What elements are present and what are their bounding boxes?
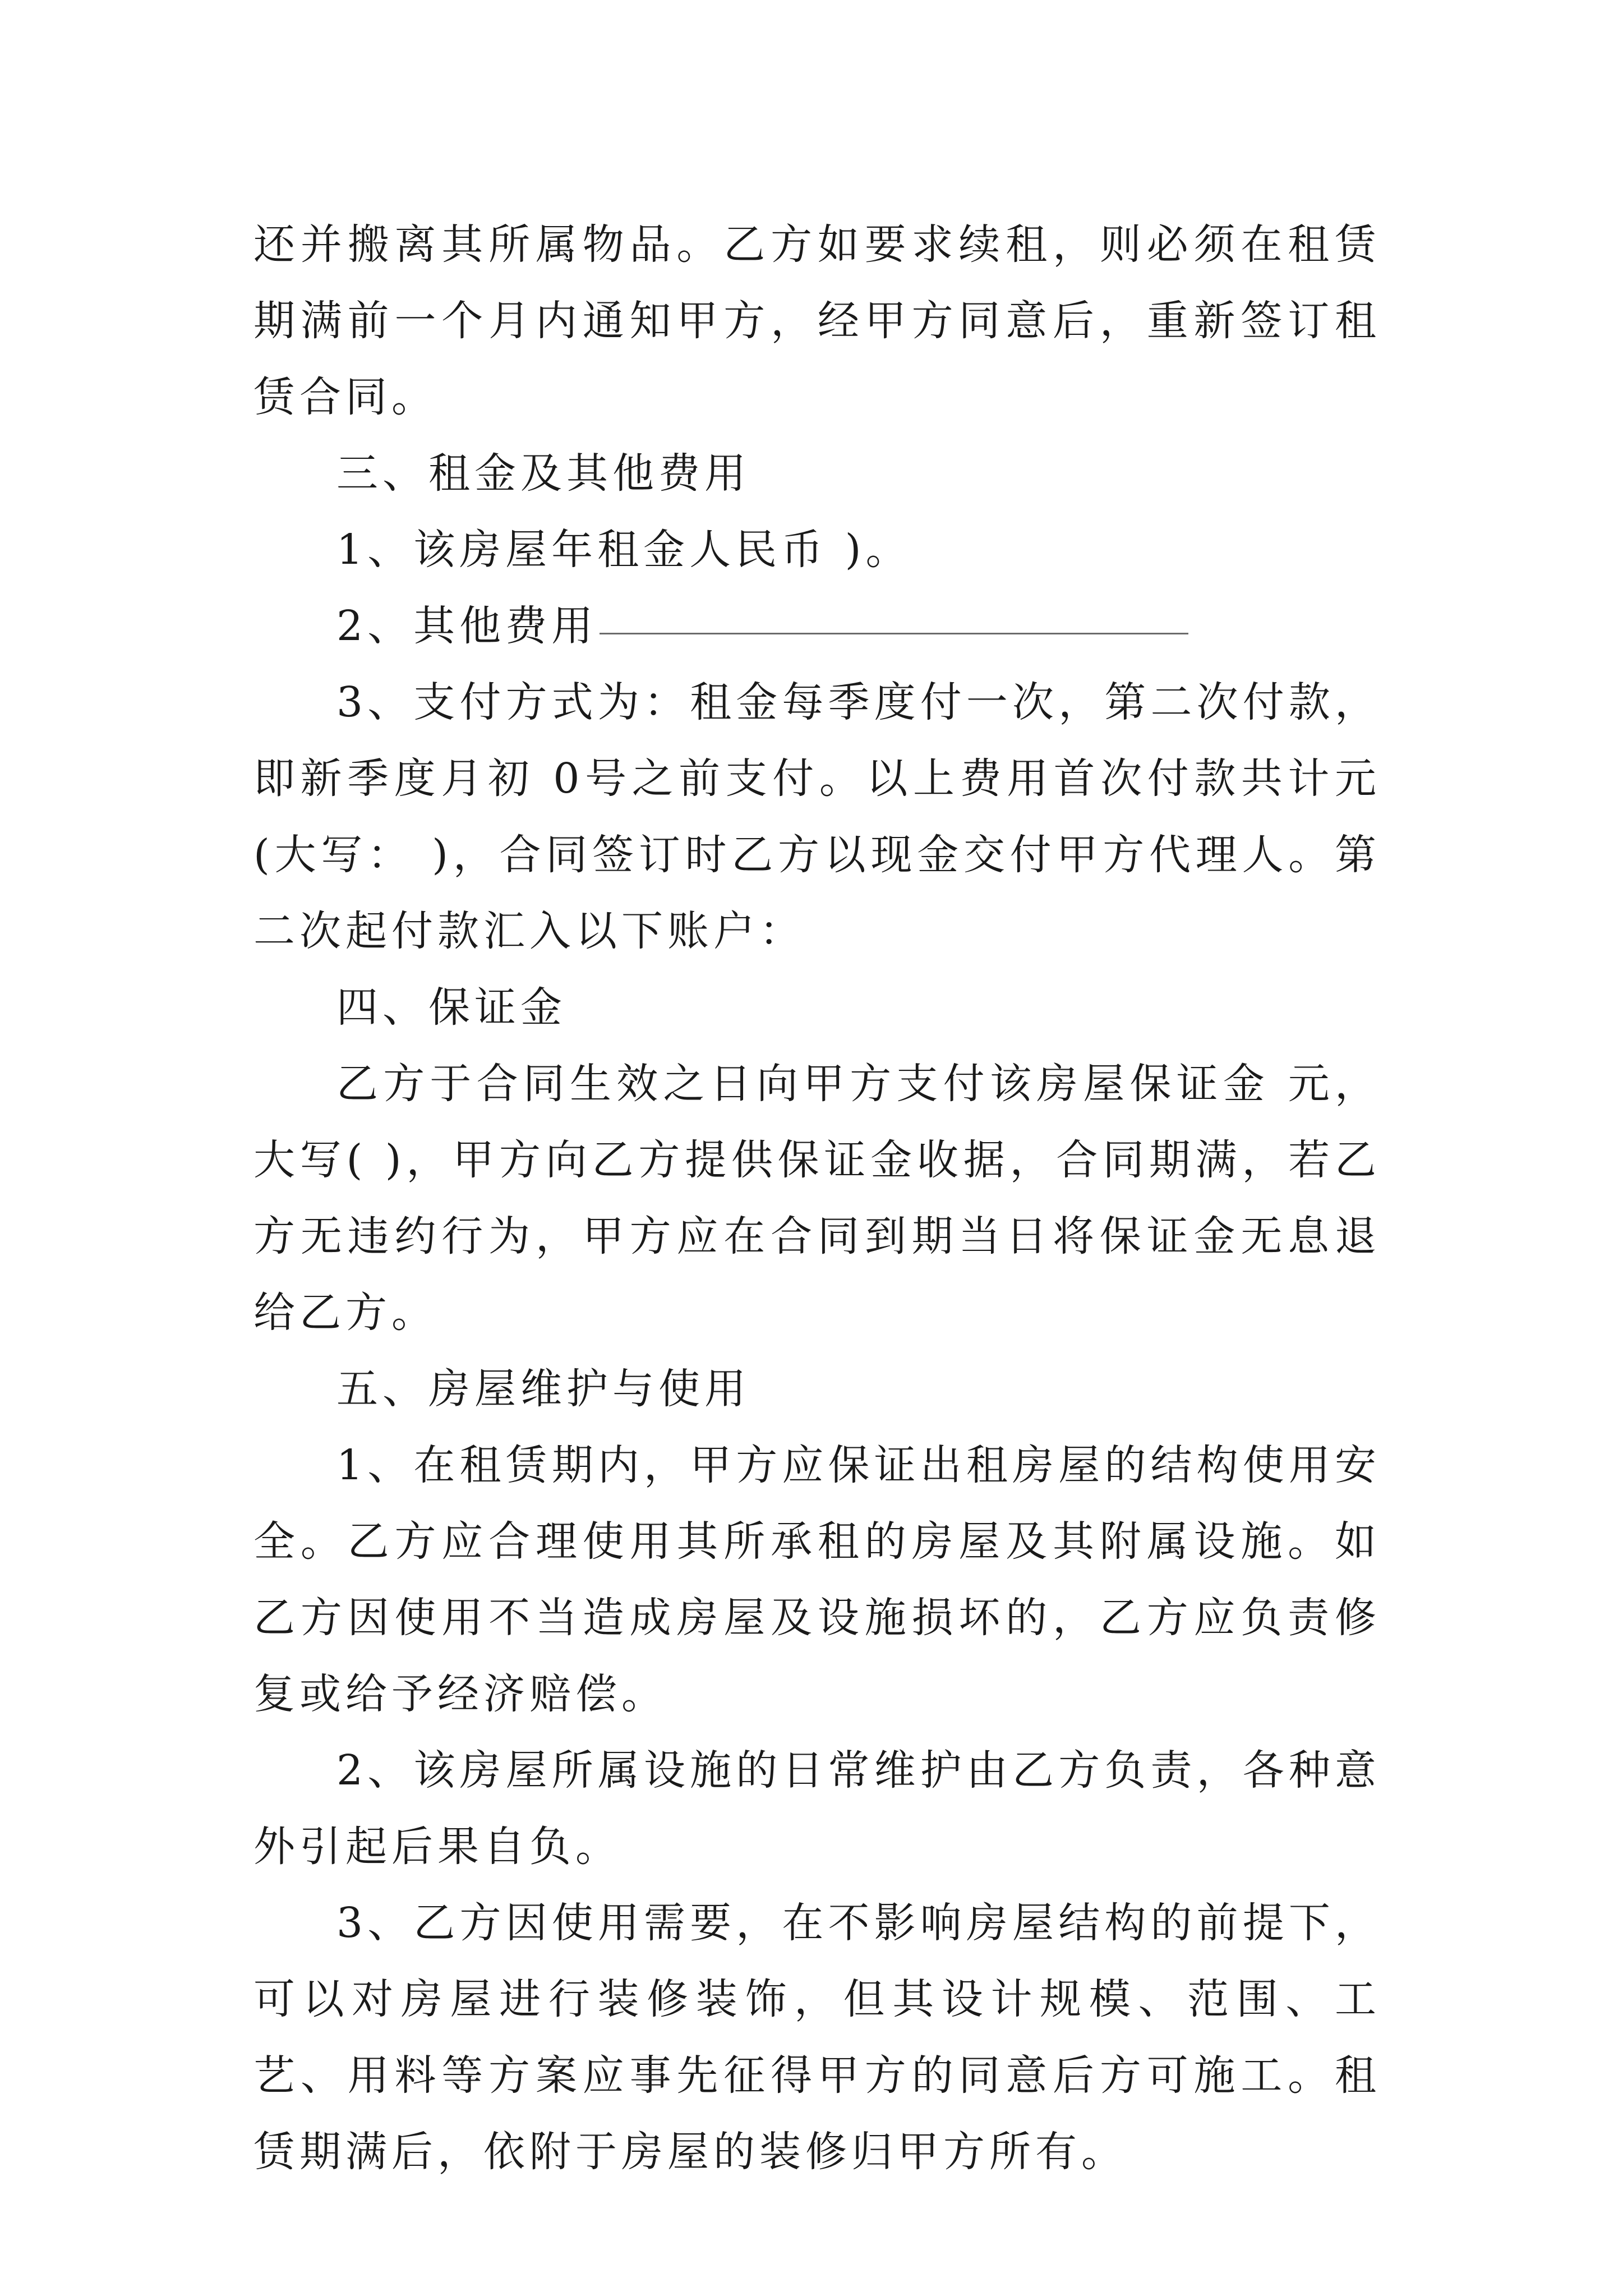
fill-in-blank-line <box>600 632 1188 634</box>
clause-daily-maintenance: 2、该房屋所属设施的日常维护由乙方负责，各种意外引起后果自负。 <box>253 1746 1381 1871</box>
clause-deposit: 乙方于合同生效之日向甲方支付该房屋保证金 元，大写( )，甲方向乙方提供保证金收据，合同期满，若乙方无违约行为，甲方应在合同到期当日将保证金无息退给乙方。 <box>253 1060 1381 1337</box>
section-heading-rent-and-fees: 三、租金及其他费用 <box>336 449 750 498</box>
clause-annual-rent: 1、该房屋年租金人民币 )。 <box>336 526 912 574</box>
paragraph-continuation: 还并搬离其所属物品。乙方如要求续租，则必须在租赁期满前一个月内通知甲方，经甲方同意后，重新签订租赁合同。 <box>253 220 1381 421</box>
section-heading-maintenance: 五、房屋维护与使用 <box>336 1365 750 1413</box>
clause-other-fees-label: 2、其他费用 <box>336 602 598 650</box>
section-heading-deposit: 四、保证金 <box>336 983 566 1032</box>
clause-other-fees <box>253 588 1381 664</box>
clause-payment-method: 3、支付方式为：租金每季度付一次，第二次付款，即新季度月初 0号之前支付。以上费用首次付款共计元(大写： )，合同签订时乙方以现金交付甲方代理人。第二次起付款汇入以下账户： <box>253 678 1381 955</box>
contract-body <box>253 206 1381 2190</box>
clause-renovation: 3、乙方因使用需要，在不影响房屋结构的前提下，可以对房屋进行装修装饰，但其设计规模、范围、工艺、用料等方案应事先征得甲方的同意后方可施工。租赁期满后，依附于房屋的装修归甲方所有。 <box>253 1899 1381 2176</box>
clause-structural-safety: 1、在租赁期内，甲方应保证出租房屋的结构使用安全。乙方应合理使用其所承租的房屋及其附属设施。如乙方因使用不当造成房屋及设施损坏的，乙方应负责修复或给予经济赔偿。 <box>253 1441 1381 1718</box>
